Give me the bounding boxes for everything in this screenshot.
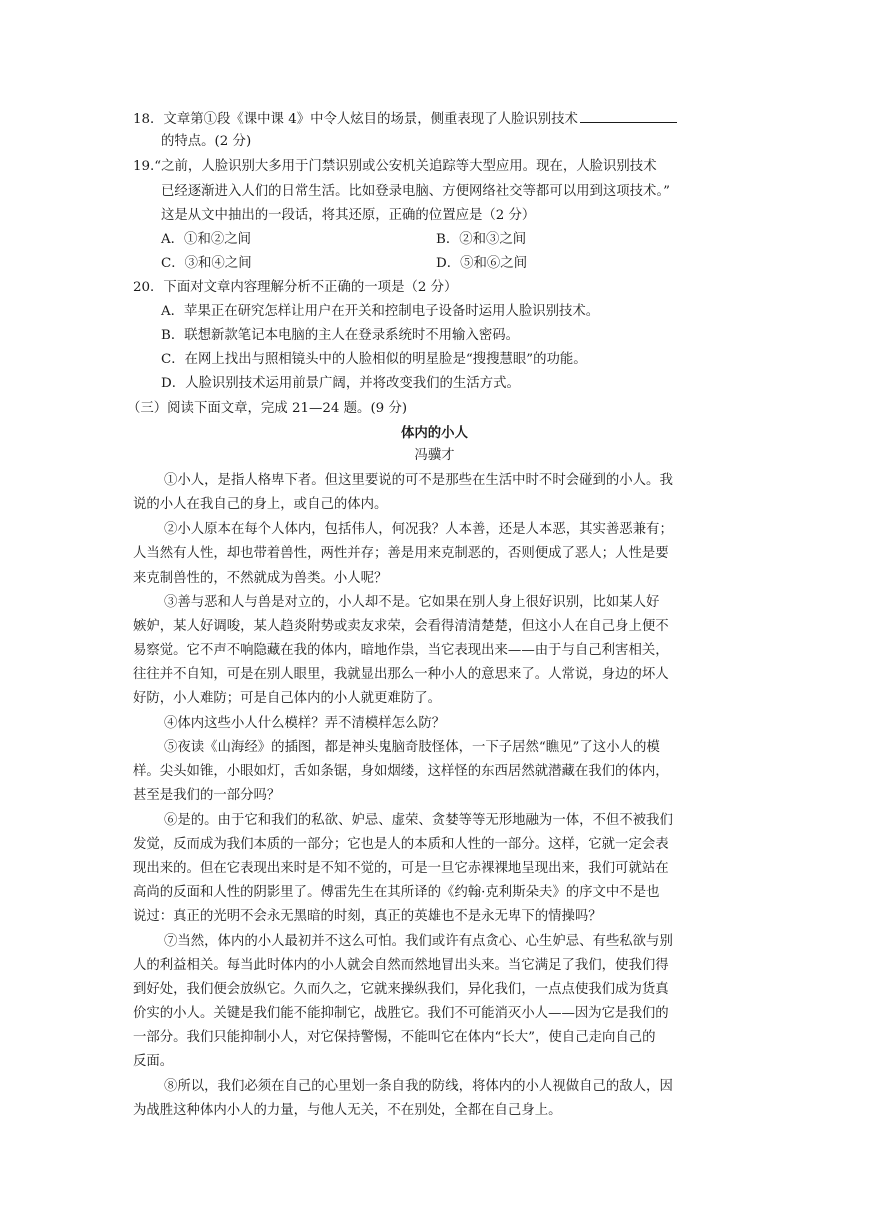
paragraph-line: 价实的小人。关键是我们能不能抑制它，战胜它。我们不可能消灭小人——因为它是我们的 bbox=[133, 1006, 669, 1021]
question-19-cont: 这是从文中抽出的一段话，将其还原，正确的位置应是（2 分） bbox=[161, 208, 536, 223]
option-c: C．③和④之间 bbox=[161, 256, 252, 271]
paragraph-line: ④体内这些小人什么模样？弄不清模样怎么防？ bbox=[164, 716, 446, 731]
paragraph-line: 发觉，反而成为我们本质的一部分；它也是人的本质和人性的一部分。这样，它就一定会表 bbox=[133, 837, 669, 852]
question-20: 20．下面对文章内容理解分析不正确的一项是（2 分） bbox=[133, 280, 458, 295]
paragraph-line: 样。尖头如锥，小眼如灯，舌如条锯，身如烟缕，这样怪的东西居然就潜藏在我们的体内， bbox=[133, 764, 669, 779]
section-heading: （三）阅读下面文章，完成 21—24 题。(9 分) bbox=[127, 401, 408, 416]
article-title: 体内的小人 bbox=[401, 426, 468, 441]
paragraph-line: 好防，小人难防；可是自己体内的小人就更难防了。 bbox=[133, 691, 441, 706]
question-18 bbox=[133, 108, 677, 130]
paragraph-line: ⑧所以，我们必须在自己的心里划一条自我的防线，将体内的小人视做自己的敌人，因 bbox=[164, 1079, 673, 1094]
question-18-cont: 的特点。(2 分) bbox=[161, 134, 252, 149]
paragraph-line: 人的利益相关。每当此时体内的小人就会自然而然地冒出头来。当它满足了我们，使我们得 bbox=[133, 958, 669, 973]
paragraph-line: 高尚的反面和人性的阴影里了。傅雷先生在其所译的《约翰·克利斯朵夫》的序文中不是也 bbox=[133, 885, 660, 900]
paragraph-line: 一部分。我们只能抑制小人，对它保持警惕，不能叫它在体内“长大”，使自己走向自己的 bbox=[133, 1030, 656, 1045]
paragraph-line: 说的小人在我自己的身上，或自己的体内。 bbox=[133, 497, 388, 512]
paragraph-line: ③善与恶和人与兽是对立的，小人却不是。它如果在别人身上很好识别，比如某人好 bbox=[164, 595, 660, 610]
paragraph-line: ⑤夜读《山海经》的插图，都是神头鬼脑奇肢怪体，一下子居然“瞧见”了这小人的模 bbox=[164, 740, 660, 755]
option-b: B．②和③之间 bbox=[436, 232, 527, 247]
paragraph-line: ⑥是的。由于它和我们的私欲、妒忌、虚荣、贪婪等等无形地融为一体，不但不被我们 bbox=[164, 813, 673, 828]
article-author: 冯骥才 bbox=[414, 448, 455, 463]
paragraph-line: 嫉妒，某人好调唆，某人趋炎附势或卖友求荣，会看得清清楚楚，但这小人在自己身上便不 bbox=[133, 619, 669, 634]
paragraph-line: 说过：真正的光明不会永无黑暗的时刻，真正的英雄也不是永无卑下的情操吗？ bbox=[133, 909, 602, 924]
paragraph-line: 甚至是我们的一部分吗？ bbox=[133, 788, 281, 803]
paragraph-line: ⑦当然，体内的小人最初并不这么可怕。我们或许有点贪心、心生妒忌、有些私欲与别 bbox=[164, 934, 673, 949]
question-19-cont: 已经逐渐进入人们的日常生活。比如登录电脑、方便网络社交等都可以用到这项技术。” bbox=[161, 184, 670, 199]
option-d: D．⑤和⑥之间 bbox=[436, 256, 528, 271]
answer-blank bbox=[580, 108, 677, 123]
paragraph-line: 人当然有人性，却也带着兽性，两性并存；善是用来克制恶的，否则便成了恶人；人性是要 bbox=[133, 546, 669, 561]
paragraph-line: 往往并不自知，可是在别人眼里，我就显出那么一种小人的意思来了。人常说，身边的坏人 bbox=[133, 667, 669, 682]
paragraph-line: 现出来的。但在它表现出来时是不知不觉的，可是一旦它赤裸裸地呈现出来，我们可就站在 bbox=[133, 861, 669, 876]
option-d: D．人脸识别技术运用前景广阔，并将改变我们的生活方式。 bbox=[161, 376, 520, 391]
question-18-text: 18．文章第①段《课中课 4》中令人炫目的场景，侧重表现了人脸识别技术 bbox=[133, 112, 578, 127]
paragraph-line: 来克制兽性的，不然就成为兽类。小人呢？ bbox=[133, 571, 388, 586]
option-a: A．苹果正在研究怎样让用户在开关和控制电子设备时运用人脸识别技术。 bbox=[161, 304, 600, 319]
paragraph-line: 为战胜这种体内小人的力量，与他人无关，不在别处，全都在自己身上。 bbox=[133, 1103, 562, 1118]
paragraph-line: ①小人，是指人格卑下者。但这里要说的可不是那些在生活中时不时会碰到的小人。我 bbox=[164, 473, 673, 488]
option-b: B．联想新款笔记本电脑的主人在登录系统时不用输入密码。 bbox=[161, 328, 519, 343]
paragraph-line: ②小人原本在每个人体内，包括伟人，何况我？人本善，还是人本恶，其实善恶兼有； bbox=[164, 522, 673, 537]
paragraph-line: 反面。 bbox=[133, 1054, 174, 1069]
paragraph-line: 到好处，我们便会放纵它。久而久之，它就来操纵我们，异化我们，一点点使我们成为货真 bbox=[133, 982, 669, 997]
paragraph-line: 易察觉。它不声不响隐藏在我的体内，暗地作祟，当它表现出来——由于与自己利害相关， bbox=[133, 643, 669, 658]
option-c: C．在网上找出与照相镜头中的人脸相似的明星脸是“搜搜慧眼”的功能。 bbox=[161, 352, 587, 367]
option-a: A．①和②之间 bbox=[161, 232, 252, 247]
question-19: 19.“之前，人脸识别大多用于门禁识别或公安机关追踪等大型应用。现在，人脸识别技术 bbox=[133, 159, 657, 174]
